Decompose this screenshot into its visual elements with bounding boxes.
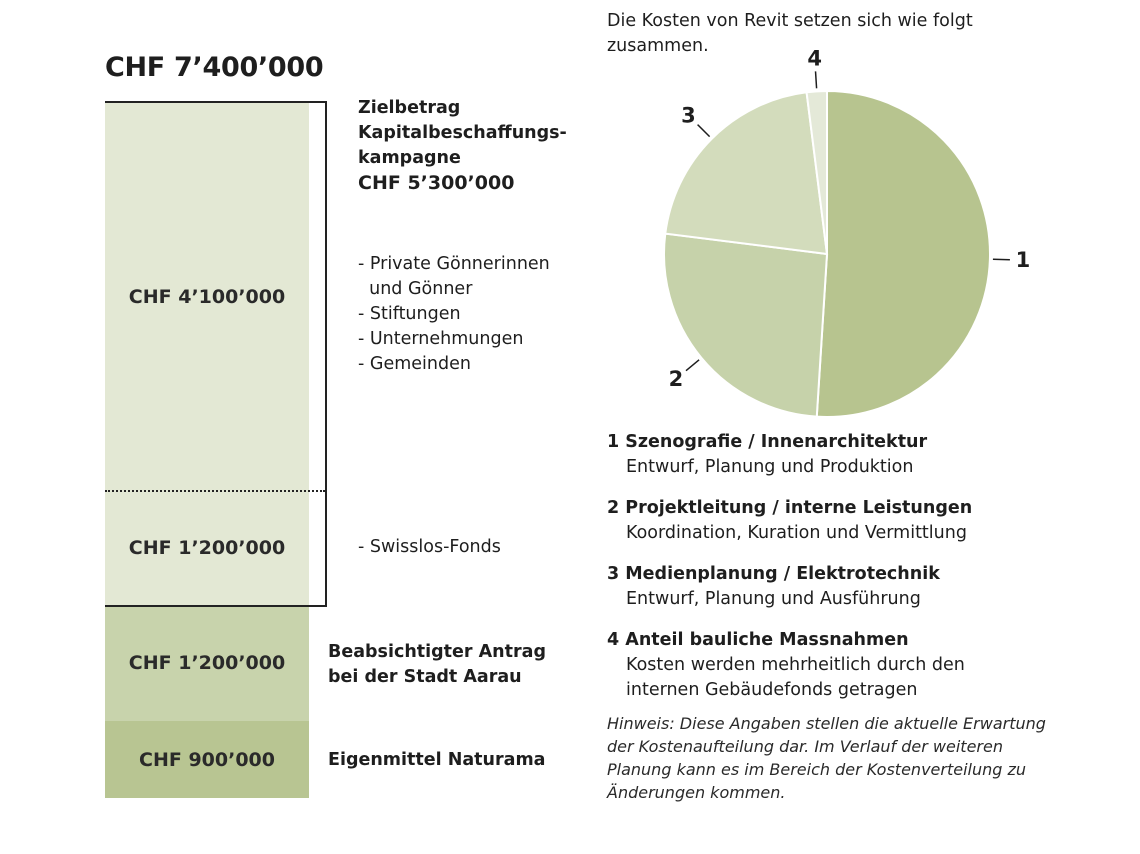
zielbetrag-line: kampagne (358, 148, 461, 168)
disclaimer-note: Hinweis: Diese Angaben stellen die aktuelle Erwartung der Kostenaufteilung dar. Im Verlauf der weiteren Planung kann es im Bereich der Kostenverteilung zu Änderungen kommen. (607, 714, 1046, 802)
legend-desc: internen Gebäudefonds getragen (626, 680, 918, 700)
legend-desc: Koordination, Kuration und Vermittlung (626, 523, 967, 543)
swisslos-label: - Swisslos-Fonds (358, 537, 501, 557)
antrag-line: Beabsichtigter Antrag (328, 642, 546, 662)
pie-slice-label-4: 4 (807, 46, 823, 71)
block-stadt-aarau (105, 605, 309, 721)
block-amount: CHF 4’100’000 (128, 286, 286, 308)
pie-leader-line-1 (993, 259, 1010, 260)
legend-desc: Entwurf, Planung und Ausführung (626, 589, 921, 609)
pie-leader-line-2 (686, 360, 699, 371)
block-amount: CHF 1’200’000 (128, 537, 286, 559)
funding-sources-list: - Private Gönnerinnen und Gönner - Stiftungen - Unternehmungen - Gemeinden (358, 254, 550, 374)
antrag-label (328, 640, 546, 690)
legend-item (607, 628, 965, 703)
legend-item (607, 562, 940, 612)
legend-item (607, 430, 927, 480)
pie-leader-line-3 (698, 125, 710, 137)
block-eigenmittel (105, 721, 309, 798)
block-amount: CHF 1’200’000 (128, 652, 286, 674)
pie-slice-label-2: 2 (668, 366, 684, 391)
legend-title: 2 Projektleitung / interne Leistungen (607, 498, 973, 518)
eigenmittel-label: Eigenmittel Naturama (328, 750, 546, 770)
legend-title: 4 Anteil bauliche Massnahmen (607, 630, 909, 650)
legend-title: 3 Medienplanung / Elektrotechnik (607, 564, 940, 584)
legend-item (607, 496, 972, 546)
pie-leader-line-4 (816, 71, 817, 88)
legend-desc: Entwurf, Planung und Produktion (626, 457, 914, 477)
pie-slice-label-3: 3 (681, 103, 696, 128)
total-amount: CHF 7’400’000 (105, 52, 324, 83)
antrag-line: bei der Stadt Aarau (328, 667, 522, 687)
block-amount: CHF 900’000 (139, 748, 275, 771)
zielbetrag-amount: CHF 5’300’000 (358, 172, 515, 194)
pie-slice-2 (664, 234, 827, 417)
pie-intro-text: Die Kosten von Revit setzen sich wie folgt zusammen. (607, 11, 973, 56)
pie-slice-label-1: 1 (1015, 248, 1031, 273)
pie-slice-1 (817, 91, 990, 417)
zielbetrag-line: Kapitalbeschaffungs- (358, 123, 567, 143)
zielbetrag-line: Zielbetrag (358, 98, 461, 118)
legend-title: 1 Szenografie / Innenarchitektur (607, 432, 928, 452)
legend-desc: Kosten werden mehrheitlich durch den (626, 655, 965, 675)
